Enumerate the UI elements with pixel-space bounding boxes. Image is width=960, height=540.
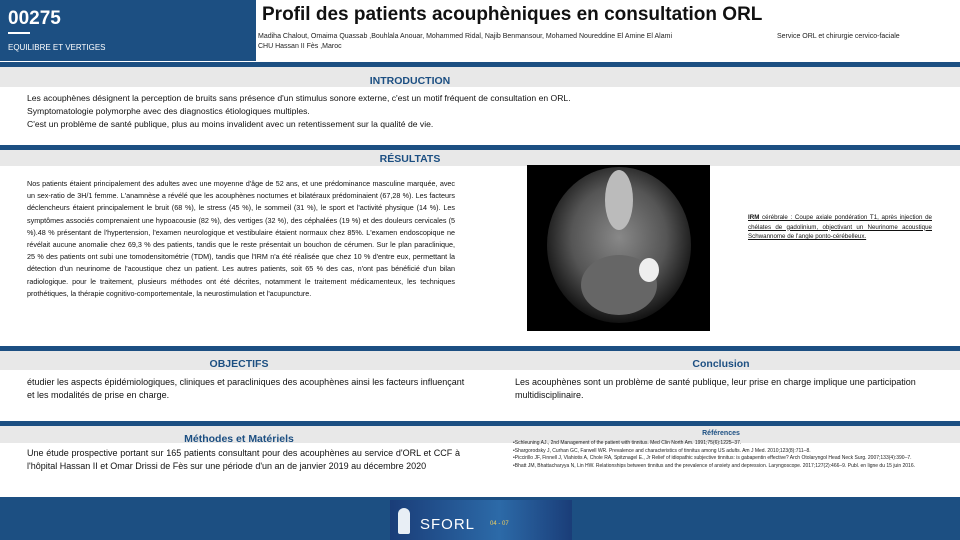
- conclusion-title: Conclusion: [692, 358, 750, 370]
- caption-bold: IRM: [748, 214, 760, 221]
- poster-id: 00275: [8, 8, 61, 29]
- results-text: Nos patients étaient principalement des adultes avec une moyenne d'âge de 52 ans, et une prédominance masculine marquée, avec un sex-ratio de 3H/1 femme. L'anamnèse a révélé que les acouphènes nocturnes et bilatéraux prédominaient (67,28 %). Les facteurs déclencheurs étaient principalement le bruit (68 %), le stress (45 %), le sommeil (31 %), le sport et l'activité physique (14 %). Les symptômes associés comprenaient une hypoacousie (82 %), des vertiges (32 %), des céphalées (19 %) et des douleurs cervicales (5 %).48 % présentant de l'hypertension, l'examen neurologique et vestibulaire étaient normaux chez 85%. L'examen endoscopique ne révélait aucune anomalie chez 69,3 % des patients, tandis que le reste présentait un bouchon de cérumen. Sur le plan paraclinique, 25 % des patients ont subi une tomodensitométrie (TDM), tandis que l'IRM n'a été réalisée que chez 10 % d'entre eux, permettant la détection d'un neurinome de l'acoustique chez un patient. Les autres patients, soit 65 % des cas, n'ont pas bénéficié d'un bilan radiologique. pour le traitement, plusieurs méthodes ont été décrites, notamment le traitement médicamenteux, les techniques prothétiques, la thérapie cognitivo-comportementale, la neurostimulation et l'acupuncture.: [27, 179, 455, 298]
- references-list: [513, 440, 923, 470]
- results-title: RÉSULTATS: [379, 153, 441, 165]
- reference-item: •Schleuning AJ., 2nd Management of the patient with tinnitus. Med Clin North Am. 1991;75(6):1225–37.: [513, 440, 742, 446]
- objectives-text: étudier les aspects épidémiologiques, cliniques et paracliniques des acouphènes ainsi les facteurs influençant et les modalités de prise en charge.: [27, 377, 465, 400]
- sforl-logo: SFORL: [420, 516, 476, 533]
- mri-image: [527, 165, 710, 331]
- poster-category: EQUILIBRE ET VERTIGES: [8, 43, 106, 52]
- intro-line: C'est un problème de santé publique, plus au moins invalident avec un retentissement sur la qualité de vie.: [27, 119, 434, 129]
- reference-item: •Piccirillo JF, Finnell J, Vlahiotis A, Chole RA, Spitznagel E., Jr Relief of idiopathic subjective tinnitus: is gabapentin effective? Arch Otolaryngol Head Neck Surg. 2007;133(4):390–7.: [513, 455, 912, 461]
- reference-item: •Bhatt JM, Bhattacharyya N, Lin HW. Relationships between tinnitus and the prevalence of anxiety and depression. Laryngoscope. 2017;127(2):466–9. Publ. en ligne du 15 juin 2016.: [513, 462, 916, 469]
- congress-banner: [390, 500, 572, 540]
- intro-line: Les acouphènes désignent la perception de bruits sans présence d'un stimulus sonore externe, c'est un motif fréquent de consultation en ORL.: [27, 93, 571, 103]
- objectives-title: OBJECTIFS: [209, 358, 269, 370]
- conclusion-text: Les acouphènes sont un problème de santé publique, leur prise en charge implique une participation multidisciplinaire.: [515, 377, 916, 400]
- intro-line: Symptomatologie polymorphe avec des diagnostics étiologiques multiples.: [27, 106, 310, 116]
- references-title: Références: [702, 430, 740, 437]
- caption-text: cérébrale : Coupe axiale pondération T1, après injection de chélates de gadolinium, objectivant un Neurinome acoustique Schwannome de l'angle ponto-cérébelleux.: [748, 214, 932, 240]
- methods-text: Une étude prospective portant sur 165 patients consultant pour des acouphènes au service d'ORL et CCF à l'hôpital Hassan II et Omar Drissi de Fès sur une période d'un an de janvier 2019 au décembre 2020: [27, 448, 460, 471]
- reference-item: •Shargorodsky J, Curhan GC, Farwell WR. Prevalence and characteristics of tinnitus among US adults. Am J Med. 2010;123(8):711–8.: [513, 447, 811, 454]
- authors: Madiha Chalout, Omaima Quassab ,Bouhlala Anouar, Mohammed Ridal, Najib Benmansour, Mohamed Noureddine El Amine El Alami: [258, 33, 672, 40]
- introduction-title: INTRODUCTION: [369, 75, 451, 87]
- authors-block: [258, 32, 763, 52]
- affiliation-service: Service ORL et chirurgie cervico-faciale: [777, 33, 900, 40]
- page-title: Profil des patients acouphèniques en consultation ORL: [262, 4, 763, 25]
- poster-id-box: [0, 0, 256, 61]
- profile-silhouette-icon: [398, 508, 410, 534]
- affiliation-hospital: CHU Hassan II Fès ,Maroc: [258, 43, 342, 50]
- mri-caption: [748, 213, 932, 242]
- congress-dates: 04 - 07: [490, 521, 509, 527]
- divider: [8, 32, 30, 34]
- methods-title: Méthodes et Matériels: [184, 433, 294, 445]
- introduction-text: [27, 92, 571, 131]
